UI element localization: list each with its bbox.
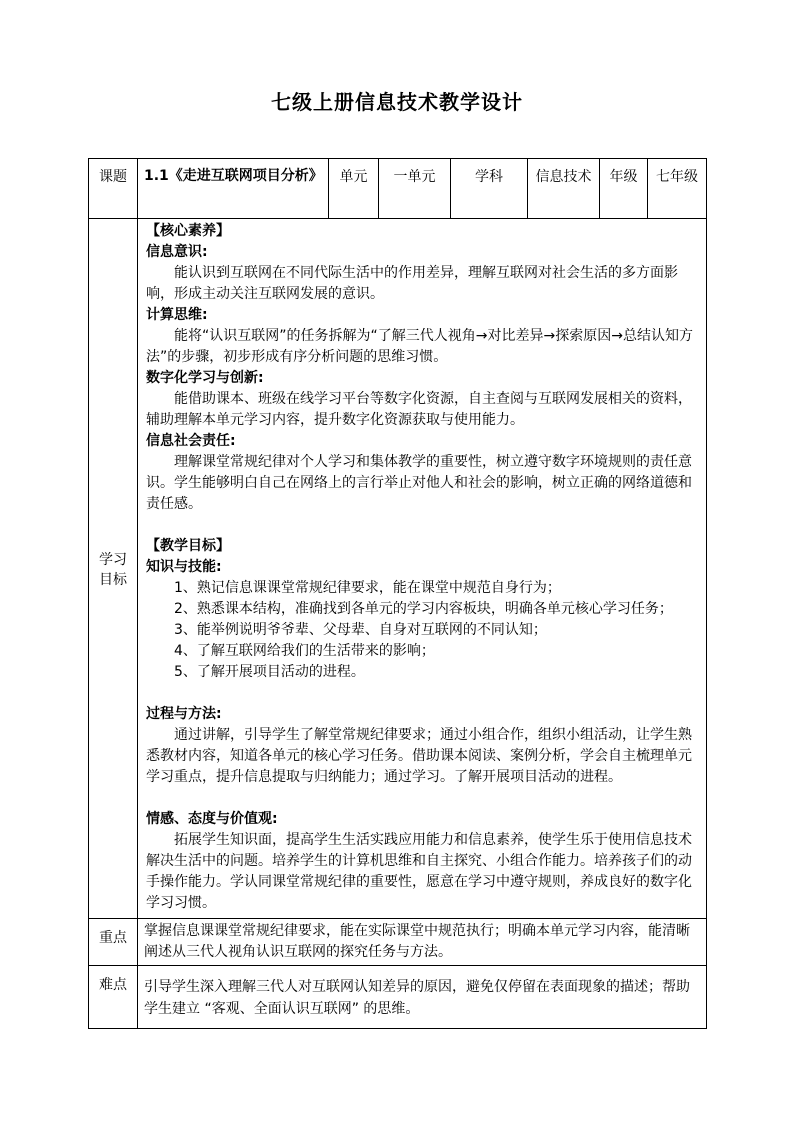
computational-thinking-heading: 计算思维: [146, 307, 208, 323]
key-points-label: 重点 [89, 919, 138, 966]
lesson-label: 课题 [89, 159, 138, 219]
grade-label: 年级 [600, 159, 648, 219]
emotion-values-heading: 情感、态度与价值观: [146, 811, 278, 827]
info-awareness-text: 能认识到互联网在不同代际生活中的作用差异，理解互联网对社会生活的多方面影响，形成主动关注互联网发展的意识。 [146, 265, 678, 302]
social-responsibility-text: 理解课堂常规纪律对个人学习和集体教学的重要性，树立遵守数字环境规则的责任意识。学生能够明白自己在网络上的言行举止对他人和社会的影响，树立正确的网络道德和责任感。 [146, 454, 692, 512]
unit-label: 单元 [329, 159, 379, 219]
key-points-row [89, 919, 707, 966]
objectives-row [89, 219, 707, 919]
knowledge-skills-heading: 知识与技能: [146, 559, 222, 575]
objectives-label-line1: 学习 [99, 551, 127, 568]
digital-learning-text: 能借助课本、班级在线学习平台等数字化资源，自主查阅与互联网发展相关的资料，辅助理解本单元学习内容，提升数字化资源获取与使用能力。 [146, 391, 692, 428]
digital-learning-heading: 数字化学习与创新: [146, 370, 264, 386]
process-methods-heading: 过程与方法: [146, 706, 222, 722]
knowledge-item: 3、能举例说明爷爷辈、父母辈、自身对互联网的不同认知； [174, 622, 547, 638]
knowledge-item: 5、了解开展项目活动的进程。 [174, 664, 365, 680]
subject-value: 信息技术 [528, 159, 600, 219]
subject-label: 学科 [451, 159, 528, 219]
objectives-label [89, 219, 138, 919]
info-awareness-heading: 信息意识: [146, 244, 208, 260]
key-points-text: 掌握信息课课堂常规纪律要求，能在实际课堂中规范执行；明确本单元学习内容，能清晰阐述从三代人视角认识互联网的探究任务与方法。 [138, 919, 707, 966]
document-title: 七级上册信息技术教学设计 [271, 90, 523, 114]
lesson-value: 1.1《走进互联网项目分析》 [138, 159, 329, 219]
social-responsibility-heading: 信息社会责任: [146, 433, 236, 449]
unit-value: 一单元 [379, 159, 451, 219]
difficulties-row [89, 966, 707, 1029]
knowledge-item: 4、了解互联网给我们的生活带来的影响； [174, 643, 435, 659]
header-row [89, 159, 707, 219]
lesson-plan-table [88, 158, 707, 1029]
core-literacy-title: 【核心素养】 [146, 223, 230, 239]
grade-value: 七年级 [648, 159, 707, 219]
computational-thinking-text: 能将“认识互联网”的任务拆解为“了解三代人视角→对比差异→探索原因→总结认知方法”的步骤，初步形成有序分析问题的思维习惯。 [146, 328, 693, 365]
teaching-goals-title: 【教学目标】 [146, 538, 230, 554]
emotion-values-text: 拓展学生知识面，提高学生生活实践应用能力和信息素养，使学生乐于使用信息技术解决生活中的问题。培养学生的计算机思维和自主探究、小组合作能力。培养孩子们的动手操作能力。学认同课堂常规纪律的重要性，愿意在学习中遵守规则，养成良好的数字化学习习惯。 [146, 832, 692, 911]
difficulties-text: 引导学生深入理解三代人对互联网认知差异的原因，避免仅停留在表面现象的描述；帮助学生建立 “客观、全面认识互联网” 的思维。 [138, 966, 707, 1029]
difficulties-label: 难点 [89, 966, 138, 1029]
knowledge-item: 2、熟悉课本结构，准确找到各单元的学习内容板块，明确各单元核心学习任务； [174, 601, 673, 617]
process-methods-text: 通过讲解，引导学生了解堂常规纪律要求；通过小组合作，组织小组活动，让学生熟悉教材内容，知道各单元的核心学习任务。借助课本阅读、案例分析，学会自主梳理单元学习重点，提升信息提取与归纳能力；通过学习。了解开展项目活动的进程。 [146, 727, 692, 785]
objectives-content [138, 219, 707, 919]
knowledge-item: 1、熟记信息课课堂常规纪律要求，能在课堂中规范自身行为； [174, 580, 561, 596]
objectives-label-line2: 目标 [99, 571, 127, 588]
